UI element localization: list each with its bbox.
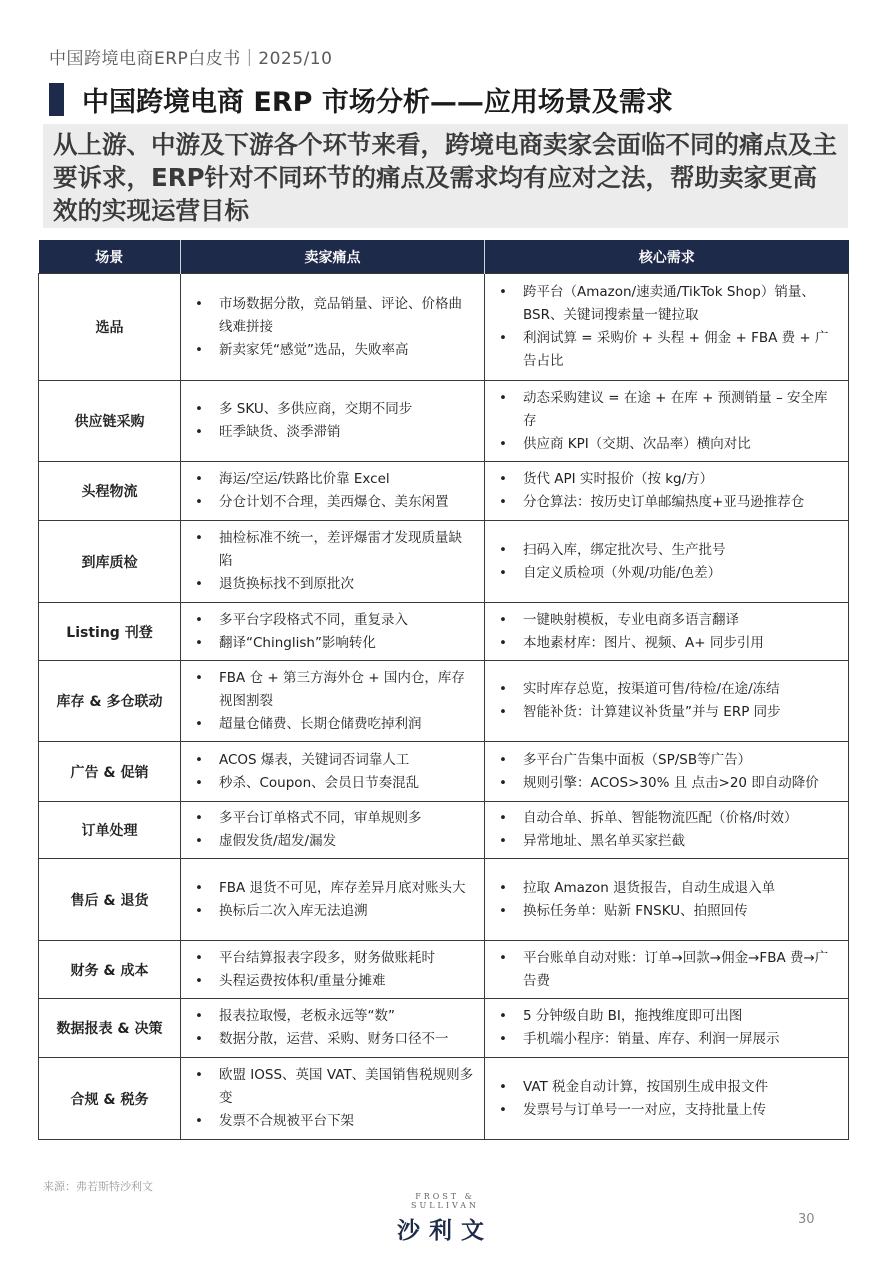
- pain-list-item: • 秒杀、Coupon、会员日节奏混乱: [219, 772, 474, 795]
- pain-list-item: • 退货换标找不到原批次: [219, 573, 474, 596]
- column-header-need: 核心需求: [485, 240, 849, 274]
- pain-list: [181, 747, 484, 797]
- need-cell: [485, 1058, 849, 1140]
- need-list-item: • 供应商 KPI（交期、次品率）横向对比: [523, 433, 838, 456]
- pain-list-item: • 多 SKU、多供应商，交期不同步: [219, 398, 474, 421]
- scene-cell: 选品: [39, 274, 181, 381]
- table-row: [39, 603, 849, 661]
- need-list-item: • 多平台广告集中面板（SP/SB等广告）: [523, 749, 838, 772]
- pain-list: [181, 805, 484, 855]
- pain-cell: [181, 462, 485, 521]
- summary-box: 从上游、中游及下游各个环节来看，跨境电商卖家会面临不同的痛点及主要诉求，ERP针对不同环节的痛点及需求均有应对之法，帮助卖家更高效的实现运营目标: [43, 124, 848, 228]
- need-list-item: • 本地素材库：图片、视频、A+ 同步引用: [523, 632, 838, 655]
- report-header: 中国跨境电商ERP白皮书｜2025/10: [49, 49, 333, 69]
- pain-list: [181, 945, 484, 995]
- table-row: [39, 521, 849, 603]
- pain-cell: [181, 1058, 485, 1140]
- logo-wordmark: 沙利文: [397, 1218, 493, 1244]
- pain-list-item: • 新卖家凭“感觉”选品，失败率高: [219, 339, 474, 362]
- scenario-table: [38, 240, 849, 1140]
- pain-cell: [181, 941, 485, 999]
- scene-cell: 库存 & 多仓联动: [39, 661, 181, 742]
- pain-list-item: • 数据分散，运营、采购、财务口径不一: [219, 1028, 474, 1051]
- pain-list-item: • 换标后二次入库无法追溯: [219, 900, 474, 923]
- need-list: [485, 1003, 848, 1053]
- scene-cell: 财务 & 成本: [39, 941, 181, 999]
- pain-list: [181, 396, 484, 446]
- table-row: [39, 1058, 849, 1140]
- pain-cell: [181, 742, 485, 802]
- need-list: [485, 676, 848, 726]
- pain-list-item: • 分仓计划不合理，美西爆仓、美东闲置: [219, 491, 474, 514]
- need-list: [485, 945, 848, 995]
- page-title: 中国跨境电商 ERP 市场分析——应用场景及需求: [82, 86, 673, 118]
- pain-list-item: • 欧盟 IOSS、英国 VAT、美国销售税规则多变: [219, 1064, 474, 1110]
- table-row: [39, 462, 849, 521]
- source-note: 来源：弗若斯特沙利文: [43, 1180, 153, 1193]
- need-cell: [485, 603, 849, 661]
- table-row: [39, 859, 849, 941]
- need-list-item: • 换标任务单：贴新 FNSKU、拍照回传: [523, 900, 838, 923]
- need-list: [485, 1074, 848, 1124]
- need-list: [485, 279, 848, 375]
- need-list: [485, 466, 848, 516]
- need-list-item: • 自定义质检项（外观/功能/色差）: [523, 562, 838, 585]
- pain-list-item: • 多平台订单格式不同，审单规则多: [219, 807, 474, 830]
- scene-cell: 售后 & 退货: [39, 859, 181, 941]
- need-list-item: • 异常地址、黑名单买家拦截: [523, 830, 838, 853]
- scene-cell: Listing 刊登: [39, 603, 181, 661]
- need-list: [485, 607, 848, 657]
- table-row: [39, 941, 849, 999]
- title-accent-bar: [49, 83, 64, 116]
- table-row: [39, 999, 849, 1058]
- column-header-scene: 场景: [39, 240, 181, 274]
- pain-list: [181, 1062, 484, 1135]
- scene-cell: 供应链采购: [39, 381, 181, 462]
- need-cell: [485, 859, 849, 941]
- pain-list-item: • 报表拉取慢，老板永远等“数”: [219, 1005, 474, 1028]
- pain-list: [181, 607, 484, 657]
- need-cell: [485, 999, 849, 1058]
- pain-list: [181, 466, 484, 516]
- pain-cell: [181, 661, 485, 742]
- scene-cell: 合规 & 税务: [39, 1058, 181, 1140]
- pain-list-item: • 翻译“Chinglish”影响转化: [219, 632, 474, 655]
- scene-cell: 广告 & 促销: [39, 742, 181, 802]
- need-list-item: • 规则引擎：ACOS>30% 且 点击>20 即自动降价: [523, 772, 838, 795]
- table-row: [39, 742, 849, 802]
- pain-list: [181, 665, 484, 738]
- pain-list-item: • 旺季缺货、淡季滞销: [219, 421, 474, 444]
- pain-list-item: • 发票不合规被平台下架: [219, 1110, 474, 1133]
- need-list: [485, 385, 848, 458]
- table-row: [39, 661, 849, 742]
- page-number: 30: [798, 1212, 815, 1227]
- need-cell: [485, 742, 849, 802]
- need-list-item: • VAT 税金自动计算，按国别生成申报文件: [523, 1076, 838, 1099]
- need-list-item: • 自动合单、拆单、智能物流匹配（价格/时效）: [523, 807, 838, 830]
- need-list-item: • 拉取 Amazon 退货报告，自动生成退入单: [523, 877, 838, 900]
- sullivan-logo: [380, 1192, 510, 1245]
- need-cell: [485, 381, 849, 462]
- table-row: [39, 802, 849, 859]
- pain-list-item: • FBA 仓 + 第三方海外仓 + 国内仓，库存视图割裂: [219, 667, 474, 713]
- table-row: [39, 381, 849, 462]
- pain-list-item: • 头程运费按体积/重量分摊难: [219, 970, 474, 993]
- page-title-row: [49, 80, 673, 118]
- scene-cell: 到库质检: [39, 521, 181, 603]
- need-cell: [485, 462, 849, 521]
- column-header-pain: 卖家痛点: [181, 240, 485, 274]
- pain-cell: [181, 274, 485, 381]
- need-list-item: • 分仓算法：按历史订单邮编热度+亚马逊推荐仓: [523, 491, 838, 514]
- need-list: [485, 537, 848, 587]
- pain-list-item: • 超量仓储费、长期仓储费吃掉利润: [219, 713, 474, 736]
- need-list-item: • 实时库存总览，按渠道可售/待检/在途/冻结: [523, 678, 838, 701]
- pain-list: [181, 1003, 484, 1053]
- need-list-item: • 平台账单自动对账：订单→回款→佣金→FBA 费→广告费: [523, 947, 838, 993]
- pain-list-item: • 多平台字段格式不同，重复录入: [219, 609, 474, 632]
- pain-list-item: • 市场数据分散，竞品销量、评论、价格曲线难拼接: [219, 293, 474, 339]
- scene-cell: 数据报表 & 决策: [39, 999, 181, 1058]
- pain-list: [181, 525, 484, 598]
- need-list-item: • 扫码入库，绑定批次号、生产批号: [523, 539, 838, 562]
- need-list-item: • 利润试算 = 采购价 + 头程 + 佣金 + FBA 费 + 广告占比: [523, 327, 838, 373]
- pain-list-item: • 抽检标准不统一，差评爆雷才发现质量缺陷: [219, 527, 474, 573]
- pain-list: [181, 875, 484, 925]
- pain-cell: [181, 802, 485, 859]
- need-list: [485, 805, 848, 855]
- scene-cell: 头程物流: [39, 462, 181, 521]
- scene-cell: 订单处理: [39, 802, 181, 859]
- pain-list-item: • ACOS 爆表，关键词否词靠人工: [219, 749, 474, 772]
- table-header-row: [39, 240, 849, 274]
- need-cell: [485, 274, 849, 381]
- table-row: [39, 274, 849, 381]
- need-cell: [485, 941, 849, 999]
- need-list-item: • 动态采购建议 = 在途 + 在库 + 预测销量 – 安全库存: [523, 387, 838, 433]
- logo-subtitle: FROST & SULLIVAN: [410, 1192, 480, 1210]
- pain-cell: [181, 603, 485, 661]
- pain-list-item: • FBA 退货不可见，库存差异月底对账头大: [219, 877, 474, 900]
- need-cell: [485, 802, 849, 859]
- pain-list-item: • 海运/空运/铁路比价靠 Excel: [219, 468, 474, 491]
- need-list-item: • 跨平台（Amazon/速卖通/TikTok Shop）销量、BSR、关键词搜索量一键拉取: [523, 281, 838, 327]
- need-list: [485, 875, 848, 925]
- need-list-item: • 5 分钟级自助 BI，拖拽维度即可出图: [523, 1005, 838, 1028]
- pain-cell: [181, 999, 485, 1058]
- need-cell: [485, 521, 849, 603]
- pain-list-item: • 平台结算报表字段多，财务做账耗时: [219, 947, 474, 970]
- need-list-item: • 发票号与订单号一一对应，支持批量上传: [523, 1099, 838, 1122]
- need-list-item: • 货代 API 实时报价（按 kg/方）: [523, 468, 838, 491]
- pain-cell: [181, 381, 485, 462]
- pain-cell: [181, 521, 485, 603]
- pain-list: [181, 291, 484, 364]
- need-list: [485, 747, 848, 797]
- need-list-item: • 一键映射模板，专业电商多语言翻译: [523, 609, 838, 632]
- pain-cell: [181, 859, 485, 941]
- need-list-item: • 智能补货：计算建议补货量”并与 ERP 同步: [523, 701, 838, 724]
- need-cell: [485, 661, 849, 742]
- pain-list-item: • 虚假发货/超发/漏发: [219, 830, 474, 853]
- need-list-item: • 手机端小程序：销量、库存、利润一屏展示: [523, 1028, 838, 1051]
